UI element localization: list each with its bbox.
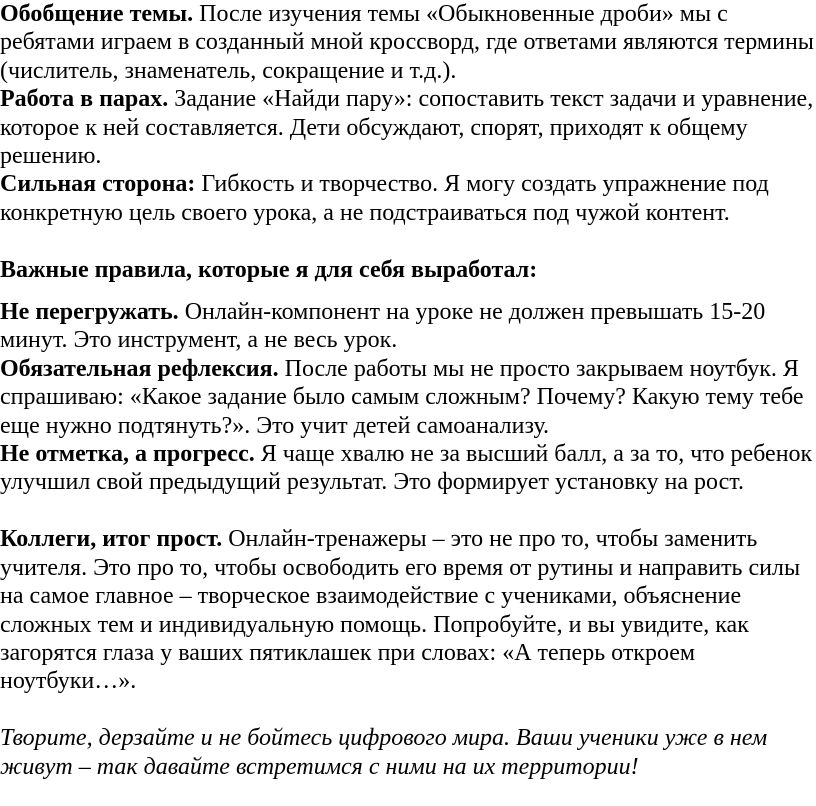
rule-progress [0, 440, 816, 497]
spacer [0, 696, 816, 724]
paragraph-lead: Работа в парах. [0, 86, 169, 113]
rule-text: После работы мы не просто закрываем ноутбук. Я спрашиваю: «Какое задание было самым сложным? Почему? Какую тему тебе еще нужно подтянуть?». Это учит детей самоанализу. [0, 355, 804, 439]
rule-lead: Обязательная рефлексия. [0, 355, 279, 382]
paragraph-conclusion [0, 525, 816, 695]
paragraph-lead: Сильная сторона: [0, 171, 196, 198]
rules-heading: Важные правила, которые я для себя выработал: [0, 256, 538, 283]
spacer [0, 497, 816, 525]
rule-text: Онлайн-компонент на уроке не должен превышать 15-20 минут. Это инструмент, а не весь урок. [0, 299, 766, 354]
paragraph-lead: Обобщение темы. [0, 1, 194, 27]
paragraph-text: Онлайн-тренажеры – это не про то, чтобы заменить учителя. Это про то, чтобы освободить его время от рутины и направить силы на самое главное – творческое взаимодействие с учениками, объяснение сложных тем и индивидуальную помощь. Попробуйте, и вы увидите, как загорятся глаза у ваших пятиклашек при словах: «А теперь откроем ноутбуки…». [0, 526, 801, 695]
rule-reflection [0, 355, 816, 440]
paragraph-generalization [0, 0, 816, 85]
rule-lead: Не перегружать. [0, 299, 179, 326]
rule-text: Я чаще хвалю не за высший балл, а за то, что ребенок улучшил свой предыдущий результат. Это формирует установку на рост. [0, 441, 813, 496]
rule-no-overload [0, 298, 816, 355]
paragraph-lead: Коллеги, итог прост. [0, 526, 223, 553]
paragraph-strength [0, 170, 816, 227]
paragraph-text: Задание «Найди пару»: сопоставить текст задачи и уравнение, которое к ней составляется. Дети обсуждают, спорят, приходят к общему решению. [0, 86, 814, 170]
paragraph-pair-work [0, 85, 816, 170]
paragraph-text: После изучения темы «Обыкновенные дроби» мы с ребятами играем в созданный мной кроссворд, где ответами являются термины (числитель, знаменатель, сокращение и т.д.). [0, 1, 814, 84]
paragraph-text: Гибкость и творчество. Я могу создать упражнение под конкретную цель своего урока, а не подстраиваться под чужой контент. [0, 171, 769, 226]
spacer [0, 227, 816, 255]
closing-statement: Творите, дерзайте и не бойтесь цифрового мира. Ваши ученики уже в нем живут – так давайте встретимся с ними на их территории! [0, 725, 768, 780]
rule-lead: Не отметка, а прогресс. [0, 441, 255, 468]
spacer [0, 284, 816, 298]
